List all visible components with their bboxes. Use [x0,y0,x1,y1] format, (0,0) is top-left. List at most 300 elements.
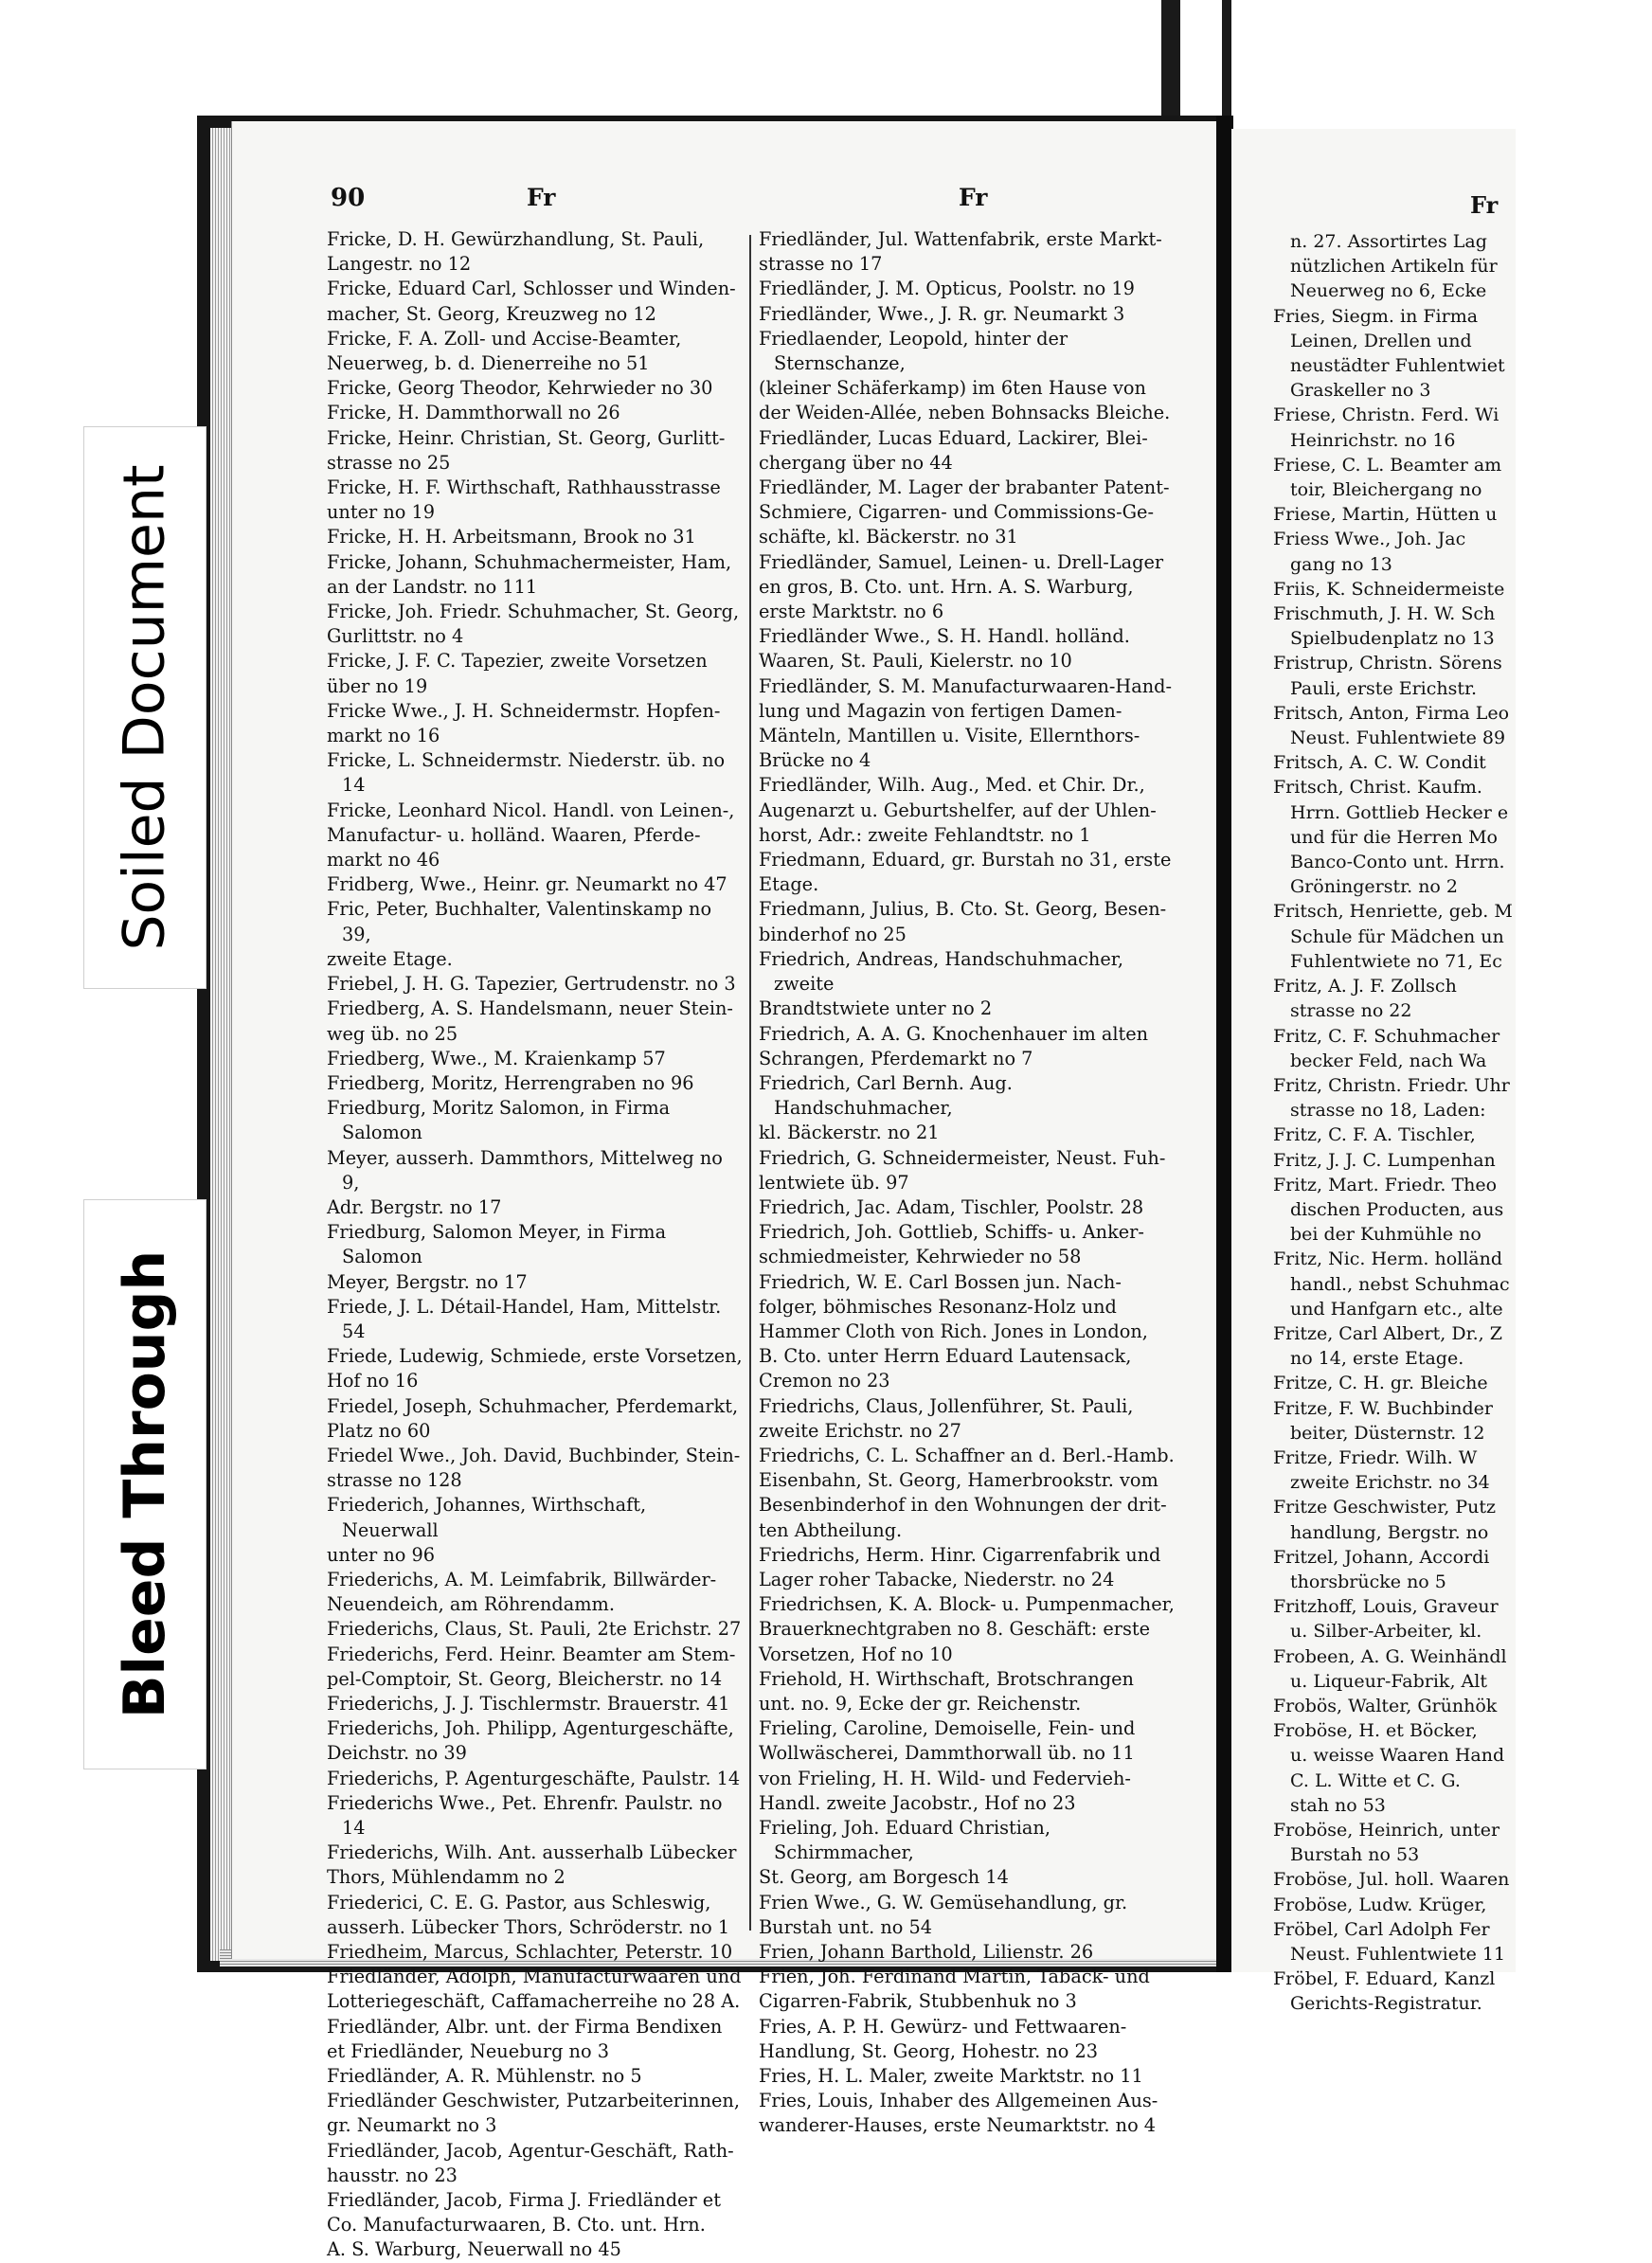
directory-entry [327,2139,745,2188]
directory-entry [759,277,1189,301]
directory-entry [759,1965,1189,2014]
entry-line: Vorsetzen, Hof no 10 [759,1643,953,1665]
directory-entry [327,2188,745,2263]
entry-line: Friederichs, P. Agenturgeschäfte, Paulstr. 14 [327,1767,741,1789]
entry-line: Brauerknechtgraben no 8. Geschäft: erste [759,1618,1151,1641]
entry-line: strasse no 17 [759,253,883,276]
entry-line: Friedrich, Andreas, Handschuhmacher, zweite [759,947,1123,996]
right-entry-line: u. Liqueur-Fabrik, Alt [1290,1670,1487,1692]
right-entry-line: Burstah no 53 [1290,1844,1420,1866]
entry-line: Friederici, C. E. G. Pastor, aus Schleswig, [327,1891,711,1913]
right-entry-line: Graskeller no 3 [1290,380,1431,402]
right-entry-line: becker Feld, nach Wa [1290,1050,1487,1071]
right-entry-line: Froböse, Jul. holl. Waaren [1273,1869,1510,1891]
column-divider [749,235,751,1931]
right-entry-line: bei der Kuhmühle no [1290,1224,1481,1246]
entry-line: Friedrichs, Claus, Jollenführer, St. Pauli, [759,1394,1134,1417]
directory-entry [327,600,745,649]
directory-entry [759,2015,1189,2064]
page-header [232,184,1217,214]
entry-line: Fricke, Eduard Carl, Schlosser und Winden- [327,278,736,300]
right-entry-line: und für die Herren Mo [1290,826,1498,848]
directory-entry [327,227,745,277]
entry-line: Langestr. no 12 [327,253,472,276]
left-page [231,121,1217,2261]
entry-line: Friedmann, Eduard, gr. Burstah no 31, erste [759,849,1172,871]
directory-entry [759,674,1189,774]
entry-line: Brücke no 4 [759,749,871,772]
entry-line: Friedrich, G. Schneidermeister, Neust. Fuh- [759,1146,1166,1169]
entry-line: Friedländer, Wilh. Aug., Med. et Chir. Dr., [759,774,1145,797]
directory-entry [327,2064,745,2089]
top-edge-bar [1161,0,1180,121]
directory-entry [327,1891,745,1940]
column-heading-left: Fr [527,184,556,211]
directory-entry [759,1592,1189,1667]
right-entry-line: nützlichen Artikeln für [1290,256,1498,278]
entry-line: Friederichs, Ferd. Heinr. Beamter am Stem- [327,1643,736,1665]
entry-line: Fries, A. P. H. Gewürz- und Fettwaaren- [759,2015,1127,2038]
directory-entry [759,426,1189,476]
entry-line: Fricke, H. H. Arbeitsmann, Brook no 31 [327,526,696,548]
entry-line: Etage. [759,873,819,896]
entry-line: Friedburg, Salomon Meyer, in Firma Salomon [327,1221,667,1268]
entry-line: Waaren, St. Pauli, Kielerstr. no 10 [759,650,1072,673]
entry-line: Adr. Bergstr. no 17 [327,1195,502,1218]
entry-line: Friedländer Geschwister, Putzarbeiterinnen, [327,2090,740,2112]
right-entry-line: Friis, K. Schneidermeiste [1273,578,1505,600]
directory-entry [327,997,745,1046]
entry-line: pel-Comptoir, St. Georg, Bleicherstr. no 14 [327,1667,723,1690]
right-entry-line: Gerichts-Registratur. [1290,1993,1482,2015]
entry-line: Fricke, Heinr. Christian, St. Georg, Gurlitt- [327,426,726,449]
entry-line: Friebel, J. H. G. Tapezier, Gertrudenstr. no 3 [327,973,736,996]
entry-line: Mänteln, Mantillen u. Visite, Ellernthors- [759,725,1140,747]
right-entry-line: Friese, Christn. Ferd. Wi [1273,404,1499,426]
right-page [1231,129,1516,2015]
right-entry-line: Heinrichstr. no 16 [1290,429,1456,451]
directory-entry [759,1270,1189,1394]
right-entry-line: handl., nebst Schuhmac [1290,1273,1510,1295]
directory-entry [327,525,745,549]
entry-line: chergang über no 44 [759,451,953,474]
entry-line: Fric, Peter, Buchhalter, Valentinskamp no 39, [327,898,712,945]
right-entry-line: strasse no 22 [1290,1000,1412,1022]
right-entry-line: Hrrn. Gottlieb Hecker e [1290,801,1509,823]
entry-line: Fridberg, Wwe., Heinr. gr. Neumarkt no 47 [327,873,727,896]
entry-line: Fricke, Johann, Schuhmachermeister, Ham, [327,550,732,573]
entry-line: Co. Manufacturwaaren, B. Cto. unt. Hrn. [327,2214,706,2236]
right-entry-line: Fritze, Carl Albert, Dr., Z [1273,1322,1502,1344]
entry-line: Manufactur- u. holländ. Waaren, Pferde- [327,823,701,846]
entry-line: (kleiner Schäferkamp) im 6ten Hause von [759,377,1146,400]
right-entry-line: Froböse, Heinrich, unter [1273,1820,1500,1841]
directory-entry [327,1295,745,1344]
entry-line: Friedländer, Wwe., J. R. gr. Neumarkt 3 [759,302,1125,325]
directory-entry [759,947,1189,1022]
entry-line: Friederichs Wwe., Pet. Ehrenfr. Paulstr. no 14 [327,1791,723,1839]
entry-line: von Frieling, H. H. Wild- und Federvieh- [759,1767,1131,1789]
directory-entry [759,302,1189,327]
directory-entry [327,1047,745,1071]
right-entry-line: Fries, Siegm. in Firma [1273,305,1479,327]
entry-line: Friedel Wwe., Joh. David, Buchbinder, Stein- [327,1444,741,1466]
directory-entry [327,1643,745,1692]
entry-line: en gros, B. Cto. unt. Hrn. A. S. Warburg, [759,575,1134,598]
entry-line: Friedrich, Carl Bernh. Aug. Handschuhmacher, [759,1071,1013,1120]
entry-line: Fries, Louis, Inhaber des Allgemeinen Aus- [759,2090,1158,2112]
entry-line: Burstah unt. no 54 [759,1915,933,1938]
entry-line: Fries, H. L. Maler, zweite Marktstr. no 11 [759,2065,1143,2088]
directory-entry [327,1965,745,2014]
right-entry-line: u. Silber-Arbeiter, kl. [1290,1621,1482,1643]
entry-line: Lotteriegeschäft, Caffamacherreihe no 28 A. [327,1990,741,2013]
directory-entry [327,1568,745,1617]
entry-line: Wollwäscherei, Dammthorwall üb. no 11 [759,1742,1135,1765]
directory-entry [327,1767,745,1791]
entry-line: Neuendeich, am Röhrendamm. [327,1593,615,1616]
entry-line: horst, Adr.: zweite Fehlandtstr. no 1 [759,823,1091,846]
entry-line: Friedländer, Albr. unt. der Firma Bendixen [327,2015,723,2038]
entry-line: Frien, Johann Barthold, Lilienstr. 26 [759,1941,1094,1964]
right-entry-line: Fröbel, Carl Adolph Fer [1273,1918,1490,1940]
directory-entry [759,2064,1189,2089]
entry-line: Friedländer, S. M. Manufacturwaaren-Hand- [759,674,1173,697]
right-entry-line: Fristrup, Christn. Sörens [1273,653,1502,674]
entry-line: Friede, J. L. Détail-Handel, Ham, Mittelstr. 54 [327,1295,722,1342]
entry-line: Fricke, Georg Theodor, Kehrwieder no 30 [327,377,713,400]
directory-entry [759,1891,1189,1940]
right-entry-line: strasse no 18, Laden: [1290,1100,1486,1122]
entry-line: Eisenbahn, St. Georg, Hamerbrookstr. vom [759,1469,1158,1492]
directory-entry [327,1344,745,1393]
directory-entry [327,401,745,425]
bleed-through-text: Bleed Through [112,1249,179,1719]
entry-line: Friede, Ludewig, Schmiede, erste Vorsetzen, [327,1345,743,1368]
right-entry-line: Frobös, Walter, Grünhök [1273,1695,1498,1716]
right-entry-line: Neust. Fuhlentwiete 11 [1290,1944,1506,1966]
right-entry-line: Neust. Fuhlentwiete 89 [1290,727,1506,749]
entry-line: Neuerweg, b. d. Dienerreihe no 51 [327,352,650,375]
right-entry-line: Friess Wwe., Joh. Jac [1273,529,1466,550]
entry-line: Besenbinderhof in den Wohnungen der drit- [759,1494,1167,1517]
entry-line: Fricke, D. H. Gewürzhandlung, St. Pauli, [327,228,705,250]
right-entry-line: gang no 13 [1290,553,1392,575]
entry-line: an der Landstr. no 111 [327,575,538,598]
entry-line: markt no 46 [327,849,440,871]
directory-entry [759,227,1189,277]
directory-entry [327,972,745,997]
entry-line: Friedrich, Joh. Gottlieb, Schiffs- u. Anker- [759,1221,1144,1244]
right-entry-line: Fritzhoff, Louis, Graveur [1273,1596,1499,1618]
entry-line: Handlung, St. Georg, Hohestr. no 23 [759,2039,1099,2062]
directory-entry [759,1444,1189,1543]
entry-line: Hof no 16 [327,1370,419,1392]
directory-entry [759,897,1189,946]
right-entry-line: thorsbrücke no 5 [1290,1571,1446,1592]
entry-line: Friedländer, Jul. Wattenfabrik, erste Markt- [759,228,1162,250]
entry-line: zweite Etage. [327,947,453,970]
right-entry-line: dischen Producten, aus [1290,1198,1504,1220]
directory-entry [759,2089,1189,2138]
entry-line: Friederichs, Joh. Philipp, Agenturgeschäfte, [327,1717,734,1740]
entry-line: unter no 96 [327,1543,436,1566]
right-entry-line: Fritsch, Henriette, geb. M [1273,901,1513,923]
directory-entry [759,1195,1189,1220]
directory-entry [759,1940,1189,1965]
entry-line: Friedel, Joseph, Schuhmacher, Pferdemarkt, [327,1394,739,1417]
entry-line: Fricke, Leonhard Nicol. Handl. von Leinen-, [327,799,735,821]
right-entry-line: Frischmuth, J. H. W. Sch [1273,603,1496,625]
entry-line: Friedberg, A. S. Handelsmann, neuer Stein- [327,997,733,1020]
entry-line: Meyer, ausserh. Dammthors, Mittelweg no 9, [327,1146,723,1194]
entry-line: Friederichs, Wilh. Ant. ausserhalb Lübecker [327,1841,737,1864]
soiled-document-label [83,426,206,989]
directory-entry [759,773,1189,848]
directory-entry [327,1394,745,1444]
right-entry-line: Froböse, H. et Böcker, [1273,1720,1478,1742]
entry-line: Friedheim, Marcus, Schlachter, Peterstr. 10 [327,1941,733,1964]
entry-line: Friederichs, Claus, St. Pauli, 2te Erichstr. 27 [327,1618,742,1641]
page-stack-edge [210,128,233,1961]
entry-line: Augenarzt u. Geburtshelfer, auf der Uhlen- [759,799,1157,821]
directory-entry [327,1071,745,1096]
entry-line: Platz no 60 [327,1419,431,1442]
directory-entry [327,277,745,326]
directory-entry [327,872,745,897]
entry-line: Friedrich, Jac. Adam, Tischler, Poolstr. 28 [759,1195,1144,1218]
right-entry-line: Frobeen, A. G. Weinhändl [1273,1645,1507,1667]
column-heading-right: Fr [959,184,988,211]
directory-entry [759,1220,1189,1269]
entry-line: Friedrichs, C. L. Schaffner an d. Berl.-Hamb. [759,1444,1175,1466]
entry-line: Friedländer, A. R. Mühlenstr. no 5 [327,2065,642,2088]
entry-line: Friedländer, Samuel, Leinen- u. Drell-Lager [759,550,1164,573]
directory-entry [327,1493,745,1568]
directory-entry [759,476,1189,550]
directory-entry [327,550,745,600]
right-entry-line: Fritz, C. F. Schuhmacher [1273,1025,1500,1047]
directory-entry [327,799,745,873]
entry-line: Friedrich, W. E. Carl Bossen jun. Nach- [759,1270,1122,1293]
entry-line: Friedländer Wwe., S. H. Handl. holländ. [759,625,1130,648]
directory-entry [327,1096,745,1220]
right-entry-line: no 14, erste Etage. [1290,1348,1464,1370]
directory-entry [759,1022,1189,1071]
directory-entry [759,550,1189,625]
entry-line: Deichstr. no 39 [327,1742,467,1765]
entry-line: A. S. Warburg, Neuerwall no 45 [327,2238,621,2261]
directory-entry [327,1444,745,1493]
entry-line: Meyer, Bergstr. no 17 [327,1270,528,1293]
right-entry-line: neustädter Fuhlentwiet [1290,355,1505,377]
entry-line: Schrangen, Pferdemarkt no 7 [759,1047,1033,1069]
right-entry-line: Fritz, C. F. A. Tischler, [1273,1124,1476,1146]
right-entry-line: Pauli, erste Erichstr. [1290,677,1478,699]
entry-line: der Weiden-Allée, neben Bohnsacks Bleiche. [759,402,1171,424]
entry-line: Fricke, F. A. Zoll- und Accise-Beamter, [327,327,682,350]
right-entry-line: Fritz, A. J. F. Zollsch [1273,976,1457,997]
right-entry-line: Fritz, Nic. Herm. holländ [1273,1248,1503,1270]
directory-column-right [1273,229,1652,2017]
entry-line: Schmiere, Cigarren- und Commissions-Ge- [759,501,1154,524]
entry-line: Friedberg, Wwe., M. Kraienkamp 57 [327,1047,666,1069]
right-entry-line: Fritze, Friedr. Wilh. W [1273,1446,1478,1468]
entry-line: Fricke, H. F. Wirthschaft, Rathhausstrasse [327,476,721,499]
entry-line: macher, St. Georg, Kreuzweg no 12 [327,302,656,325]
entry-line: Cigarren-Fabrik, Stubbenhuk no 3 [759,1990,1077,2013]
entry-line: markt no 16 [327,725,440,747]
entry-line: Fricke, J. F. C. Tapezier, zweite Vorsetzen [327,650,708,673]
entry-line: schmiedmeister, Kehrwieder no 58 [759,1246,1082,1268]
entry-line: folger, böhmisches Resonanz-Holz und [759,1295,1117,1318]
right-entry-line: Fritze Geschwister, Putz [1273,1497,1497,1518]
directory-entry [327,1841,745,1890]
entry-line: Fricke, Joh. Friedr. Schuhmacher, St. Georg, [327,601,740,623]
directory-entry [327,1617,745,1642]
entry-line: Brandtstwiete unter no 2 [759,997,993,1020]
directory-entry [327,426,745,476]
entry-line: Friedrich, A. A. G. Knochenhauer im alten [759,1022,1149,1045]
entry-line: Friedländer, M. Lager der brabanter Patent- [759,476,1170,499]
right-entry-line: C. L. Witte et C. G. [1290,1769,1461,1791]
entry-line: Friedländer, Jacob, Firma J. Friedländer et [327,2189,721,2212]
entry-line: Friedrichs, Herm. Hinr. Cigarrenfabrik und [759,1543,1161,1566]
right-entry-line: Friese, Martin, Hütten u [1273,504,1498,526]
entry-line: Frieling, Caroline, Demoiselle, Fein- und [759,1717,1136,1740]
entry-line: Frieling, Joh. Eduard Christian, Schirmmacher, [759,1817,1050,1864]
entry-line: et Friedländer, Neueburg no 3 [327,2039,609,2062]
entry-line: Cremon no 23 [759,1370,890,1392]
directory-entry [327,476,745,525]
page-number: 90 [331,184,366,212]
entry-line: Friederichs, A. M. Leimfabrik, Billwärder- [327,1568,717,1590]
entry-line: Friedrichsen, K. A. Block- u. Pumpenmacher, [759,1593,1175,1616]
bleed-through-label [83,1199,206,1769]
right-entry-line: u. weisse Waaren Hand [1290,1745,1505,1767]
right-entry-line: stah no 53 [1290,1794,1386,1816]
entry-line: B. Cto. unter Herrn Eduard Lautensack, [759,1345,1132,1368]
right-entry-line: handlung, Bergstr. no [1290,1521,1489,1543]
directory-entry [327,699,745,748]
directory-entry [327,327,745,376]
directory-entry [759,1767,1189,1816]
right-entry-line: Gröningerstr. no 2 [1290,876,1459,898]
entry-line: Friedländer, Jacob, Agentur-Geschäft, Rath- [327,2139,734,2162]
entry-line: gr. Neumarkt no 3 [327,2114,497,2137]
directory-entry [327,376,745,401]
entry-line: unt. no. 9, Ecke der gr. Reichenstr. [759,1692,1082,1715]
right-entry-line: Fritze, F. W. Buchbinder [1273,1397,1493,1419]
entry-line: Hammer Cloth von Rich. Jones in London, [759,1320,1148,1342]
directory-entry [759,1716,1189,1766]
soiled-document-text: Soiled Document [112,464,179,951]
right-entry-line: Fuhlentwiete no 71, Ec [1290,950,1502,972]
entry-line: erste Marktstr. no 6 [759,601,944,623]
right-entry-line: Fritzel, Johann, Accordi [1273,1546,1490,1568]
directory-entry [327,897,745,972]
right-entry-line: zweite Erichstr. no 34 [1290,1472,1490,1494]
directory-column-middle [759,227,1189,2139]
entry-line: binderhof no 25 [759,923,907,945]
entry-line: Friedlaender, Leopold, hinter der Sternschanze, [759,327,1068,375]
right-entry-line: Fritz, Christn. Friedr. Uhr [1273,1074,1510,1096]
entry-line: Fricke, H. Dammthorwall no 26 [327,402,620,424]
entry-line: hausstr. no 23 [327,2164,458,2186]
right-entry-line: und Hanfgarn etc., alte [1290,1298,1503,1320]
right-entry-line: n. 27. Assortirtes Lag [1290,231,1487,252]
entry-line: Friedländer, J. M. Opticus, Poolstr. no 19 [759,278,1135,300]
directory-entry [759,1146,1189,1195]
entry-line: Fricke Wwe., J. H. Schneidermstr. Hopfen- [327,699,721,722]
directory-entry [327,1940,745,1965]
right-entry-line: Fröbel, F. Eduard, Kanzl [1273,1968,1496,1990]
directory-entry [759,1543,1189,1592]
entry-line: Friedländer, Adolph, Manufacturwaaren und [327,1966,742,1988]
entry-line: zweite Erichstr. no 27 [759,1419,961,1442]
entry-line: ausserh. Lübecker Thors, Schröderstr. no 1 [327,1915,730,1938]
directory-entry [759,327,1189,426]
right-entry-line: Fritze, C. H. gr. Bleiche [1273,1373,1488,1394]
entry-line: weg üb. no 25 [327,1022,458,1045]
entry-line: St. Georg, am Borgesch 14 [759,1866,1009,1889]
directory-entry [759,848,1189,897]
right-entry-line: Leinen, Drellen und [1290,330,1472,351]
entry-line: Lager roher Tabacke, Niederstr. no 24 [759,1568,1115,1590]
entry-line: lentwiete üb. 97 [759,1171,909,1194]
directory-entry [327,1716,745,1766]
right-entry-line: Fritsch, Anton, Firma Leo [1273,702,1510,724]
entry-line: Fricke, L. Schneidermstr. Niederstr. üb. no 14 [327,749,726,797]
directory-entry [759,1667,1189,1716]
entry-line: schäfte, kl. Bäckerstr. no 31 [759,526,1018,548]
entry-line: Handl. zweite Jacobstr., Hof no 23 [759,1791,1076,1814]
entry-line: über no 19 [327,674,428,697]
entry-line: Frien, Joh. Ferdinand Martin, Taback- und [759,1966,1150,1988]
right-entry-line: toir, Bleichergang no [1290,479,1482,501]
entry-line: strasse no 128 [327,1469,462,1492]
directory-entry [759,1394,1189,1444]
right-entry-line: Banco-Conto unt. Hrrn. [1290,852,1505,873]
entry-line: Thors, Mühlendamm no 2 [327,1866,566,1889]
directory-entry [327,1220,745,1295]
directory-entry [759,1071,1189,1146]
directory-entry [327,2089,745,2138]
right-entry-line: Schule für Mädchen un [1290,925,1504,947]
entry-line: Friederichs, J. J. Tischlermstr. Brauerstr. 41 [327,1692,730,1715]
right-entry-line: Fritsch, Christ. Kaufm. [1273,777,1482,799]
directory-entry [327,649,745,698]
directory-entry [759,624,1189,674]
top-right-bar [1222,0,1231,121]
right-entry-line: Neuerweg no 6, Ecke [1290,280,1487,302]
right-entry-line: Fritz, Mart. Friedr. Theo [1273,1174,1498,1195]
entry-line: ten Abtheilung. [759,1518,903,1541]
right-entry-line: Fritz, J. J. C. Lumpenhan [1273,1149,1496,1171]
entry-line: Friedländer, Lucas Eduard, Lackirer, Blei- [759,426,1148,449]
entry-line: Friedberg, Moritz, Herrengraben no 96 [327,1071,694,1094]
directory-entry [327,1791,745,1841]
right-page-heading: Fr [1470,191,1499,219]
entry-line: Frien Wwe., G. W. Gemüsehandlung, gr. [759,1891,1128,1913]
right-entry-line: Friese, C. L. Beamter am [1273,454,1502,476]
directory-column-left [327,227,745,2263]
entry-line: Friedburg, Moritz Salomon, in Firma Salomon [327,1097,671,1144]
entry-line: strasse no 25 [327,451,451,474]
entry-line: Friedmann, Julius, B. Cto. St. Georg, Besen- [759,898,1167,921]
directory-entry [759,1816,1189,1891]
right-entry-line: Fritsch, A. C. W. Condit [1273,752,1486,774]
